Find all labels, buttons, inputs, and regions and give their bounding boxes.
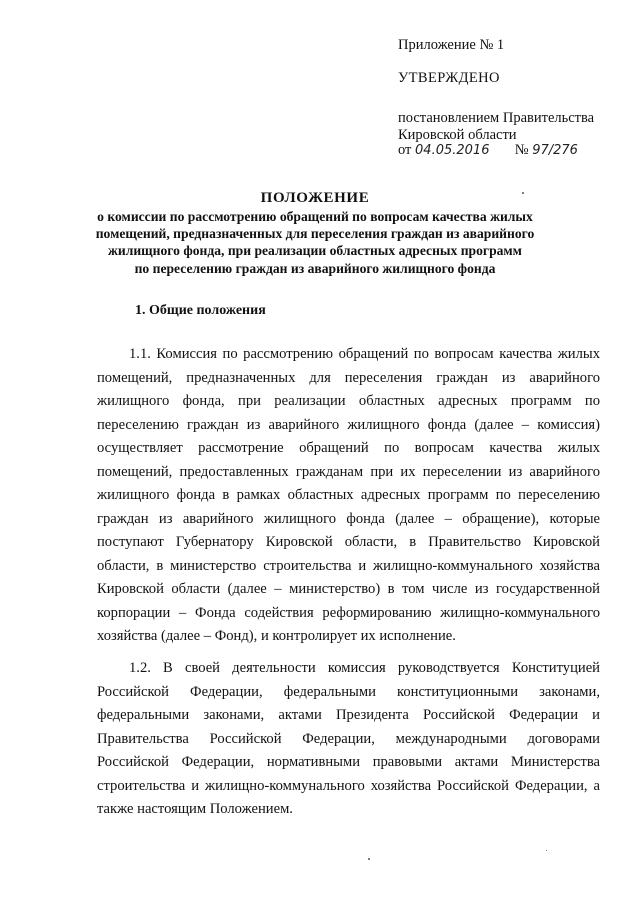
subtitle-line: о комиссии по рассмотрению обращений по вопросам качества жилых <box>97 209 533 224</box>
decree-line-2: Кировской области <box>398 127 517 143</box>
date-prefix: от <box>398 142 412 158</box>
scan-speck <box>368 858 370 860</box>
handwritten-date: 04.05.2016 <box>415 143 490 158</box>
scan-speck <box>546 850 547 851</box>
handwritten-number: 97/276 <box>532 143 578 158</box>
document-subtitle <box>95 208 535 277</box>
section-heading: 1. Общие положения <box>135 303 266 318</box>
appendix-label: Приложение № 1 <box>398 37 505 53</box>
decree-date-number <box>398 142 578 159</box>
paragraph-1-2: 1.2. В своей деятельности комиссия руководствуется Конституцией Российской Федерации, федеральными конституционными законами, федеральными законами, актами Президента Российской Федерации и Правительства Российской Федерации, международными договорами Российской Федерации, нормативными правовыми актами Министерства строительства и жилищно-коммунального хозяйства Российской Федерации, а также настоящим Положением. <box>97 660 600 817</box>
decree-line-1: постановлением Правительства <box>398 110 595 126</box>
document-title: ПОЛОЖЕНИЕ <box>260 190 370 206</box>
subtitle-line: жилищного фонда, при реализации областных адресных программ <box>108 243 522 259</box>
subtitle-line: по переселению граждан из аварийного жилищного фонда <box>134 260 496 276</box>
decree-reference <box>398 110 594 144</box>
scan-speck <box>522 192 524 194</box>
document-title-block <box>95 190 535 277</box>
approved-stamp-text: УТВЕРЖДЕНО <box>398 70 500 86</box>
paragraph-1-1: 1.1. Комиссия по рассмотрению обращений по вопросам качества жилых помещений, предназначенных для переселения граждан из аварийного жилищного фонда, при реализации областных адресных программ по переселению граждан из аварийного жилищного фонда (далее – комиссия) осуществляет рассмотрение обращений по вопросам качества жилых помещений, предоставленных гражданам при их переселении из аварийного жилищного фонда в рамках областных адресных программ по переселению граждан из аварийного жилищного фонда (далее – обращение), которые поступают Губернатору Кировской области, в Правительство Кировской области, в министерство строительства и жилищно-коммунального хозяйства Кировской области (далее – министерство) в том числе из государственной корпорации – Фонда содействия реформированию жилищно-коммунального хозяйства (далее – Фонд), и контролирует их исполнение. <box>97 346 600 644</box>
number-prefix: № <box>514 142 529 158</box>
subtitle-line: помещений, предназначенных для переселения граждан из аварийного <box>95 226 535 242</box>
